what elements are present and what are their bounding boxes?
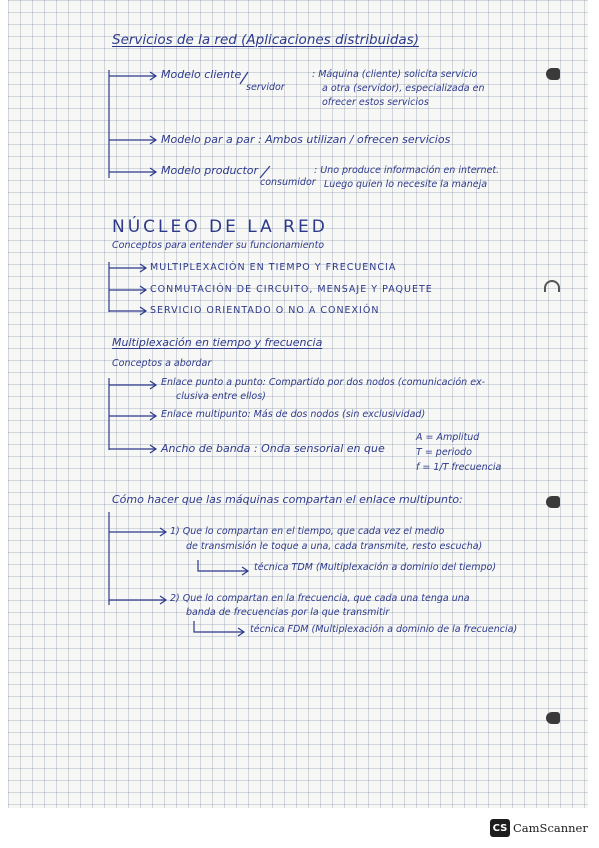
arrow-conmutacion bbox=[109, 286, 146, 294]
cliente-servidor-desc-2: a otra (servidor), especializada en bbox=[322, 83, 485, 94]
opcion-2-line-2: banda de frecuencias por la que transmitir bbox=[186, 607, 390, 618]
arrow-productor bbox=[109, 168, 156, 176]
cliente-servidor-desc-3: ofrecer estos servicios bbox=[322, 97, 429, 108]
enlace-punto-a-punto-2: clusiva entre ellos) bbox=[176, 391, 266, 402]
modelo-par-a-par: Modelo par a par : Ambos utilizan / ofrecen servicios bbox=[161, 133, 451, 146]
arrow-fdm bbox=[194, 621, 244, 636]
productor-desc-1: : Uno produce información en internet. bbox=[314, 165, 500, 176]
camscanner-watermark bbox=[490, 818, 588, 838]
productor-desc-2: Luego quien lo necesite la maneja bbox=[324, 179, 488, 190]
frecuencia-note: f = 1/T frecuencia bbox=[416, 462, 502, 473]
concepto-servicio: SERVICIO ORIENTADO O NO A CONEXIÓN bbox=[150, 305, 380, 316]
modelo-productor-label: Modelo productor bbox=[161, 164, 259, 177]
cliente-servidor-desc-1: : Máquina (cliente) solicita servicio bbox=[312, 69, 478, 80]
enlace-multipunto: Enlace multipunto: Más de dos nodos (sin exclusividad) bbox=[161, 409, 426, 420]
tecnica-fdm: técnica FDM (Multiplexación a dominio de la frecuencia) bbox=[250, 624, 518, 635]
hand-drawn-arrows bbox=[8, 0, 588, 808]
arrow-ancho-banda bbox=[109, 445, 156, 453]
tecnica-tdm: técnica TDM (Multiplexación a dominio del tiempo) bbox=[254, 562, 497, 573]
periodo-note: T = periodo bbox=[416, 447, 472, 458]
opcion-1-line-1: 1) Que lo compartan en el tiempo, que cada vez el medio bbox=[170, 526, 445, 537]
como-compartir-title: Cómo hacer que las máquinas compartan el enlace multipunto: bbox=[112, 493, 463, 506]
opcion-2-line-1: 2) Que lo compartan en la frecuencia, que cada una tenga una bbox=[170, 593, 470, 604]
binder-hole bbox=[546, 496, 560, 508]
arrow-opcion-1 bbox=[109, 528, 166, 536]
binder-ring bbox=[544, 280, 560, 292]
opcion-1-line-2: de transmisión le toque a una, cada transmite, resto escucha) bbox=[186, 541, 483, 552]
arrow-servicio bbox=[109, 307, 146, 315]
notebook-page bbox=[8, 0, 588, 808]
conceptos-label: Conceptos para entender su funcionamiento bbox=[112, 240, 325, 251]
section-title-servicios: Servicios de la red (Aplicaciones distribuidas) bbox=[112, 32, 419, 48]
camscanner-logo-icon: CS bbox=[490, 819, 510, 837]
arrow-tdm bbox=[198, 560, 248, 575]
consumidor-label: consumidor bbox=[260, 177, 316, 188]
concepto-conmutacion: CONMUTACIÓN DE CIRCUITO, MENSAJE Y PAQUETE bbox=[150, 284, 433, 295]
arrow-multipunto bbox=[109, 412, 156, 420]
arrow-multiplexacion bbox=[109, 264, 146, 272]
arrow-par-a-par bbox=[109, 136, 156, 144]
servidor-label: servidor bbox=[246, 82, 285, 93]
arrow-cliente-servidor bbox=[109, 72, 156, 80]
camscanner-label: CamScanner bbox=[513, 821, 588, 835]
enlace-punto-a-punto-1: Enlace punto a punto: Compartido por dos nodos (comunicación ex- bbox=[161, 377, 486, 388]
concepto-multiplexacion: MULTIPLEXACIÓN EN TIEMPO Y FRECUENCIA bbox=[150, 262, 397, 273]
arrow-opcion-2 bbox=[109, 596, 166, 604]
modelo-cliente-label: Modelo cliente bbox=[161, 68, 242, 81]
binder-hole bbox=[546, 68, 560, 80]
conceptos-abordar: Conceptos a abordar bbox=[112, 358, 212, 369]
section-title-nucleo: NÚCLEO DE LA RED bbox=[112, 217, 328, 237]
amplitud-note: A = Amplitud bbox=[416, 432, 480, 443]
binder-hole bbox=[546, 712, 560, 724]
arrow-punto-a-punto bbox=[109, 381, 156, 389]
ancho-de-banda: Ancho de banda : Onda sensorial en que bbox=[161, 442, 385, 455]
section-title-multiplexacion: Multiplexación en tiempo y frecuencia bbox=[112, 336, 323, 349]
